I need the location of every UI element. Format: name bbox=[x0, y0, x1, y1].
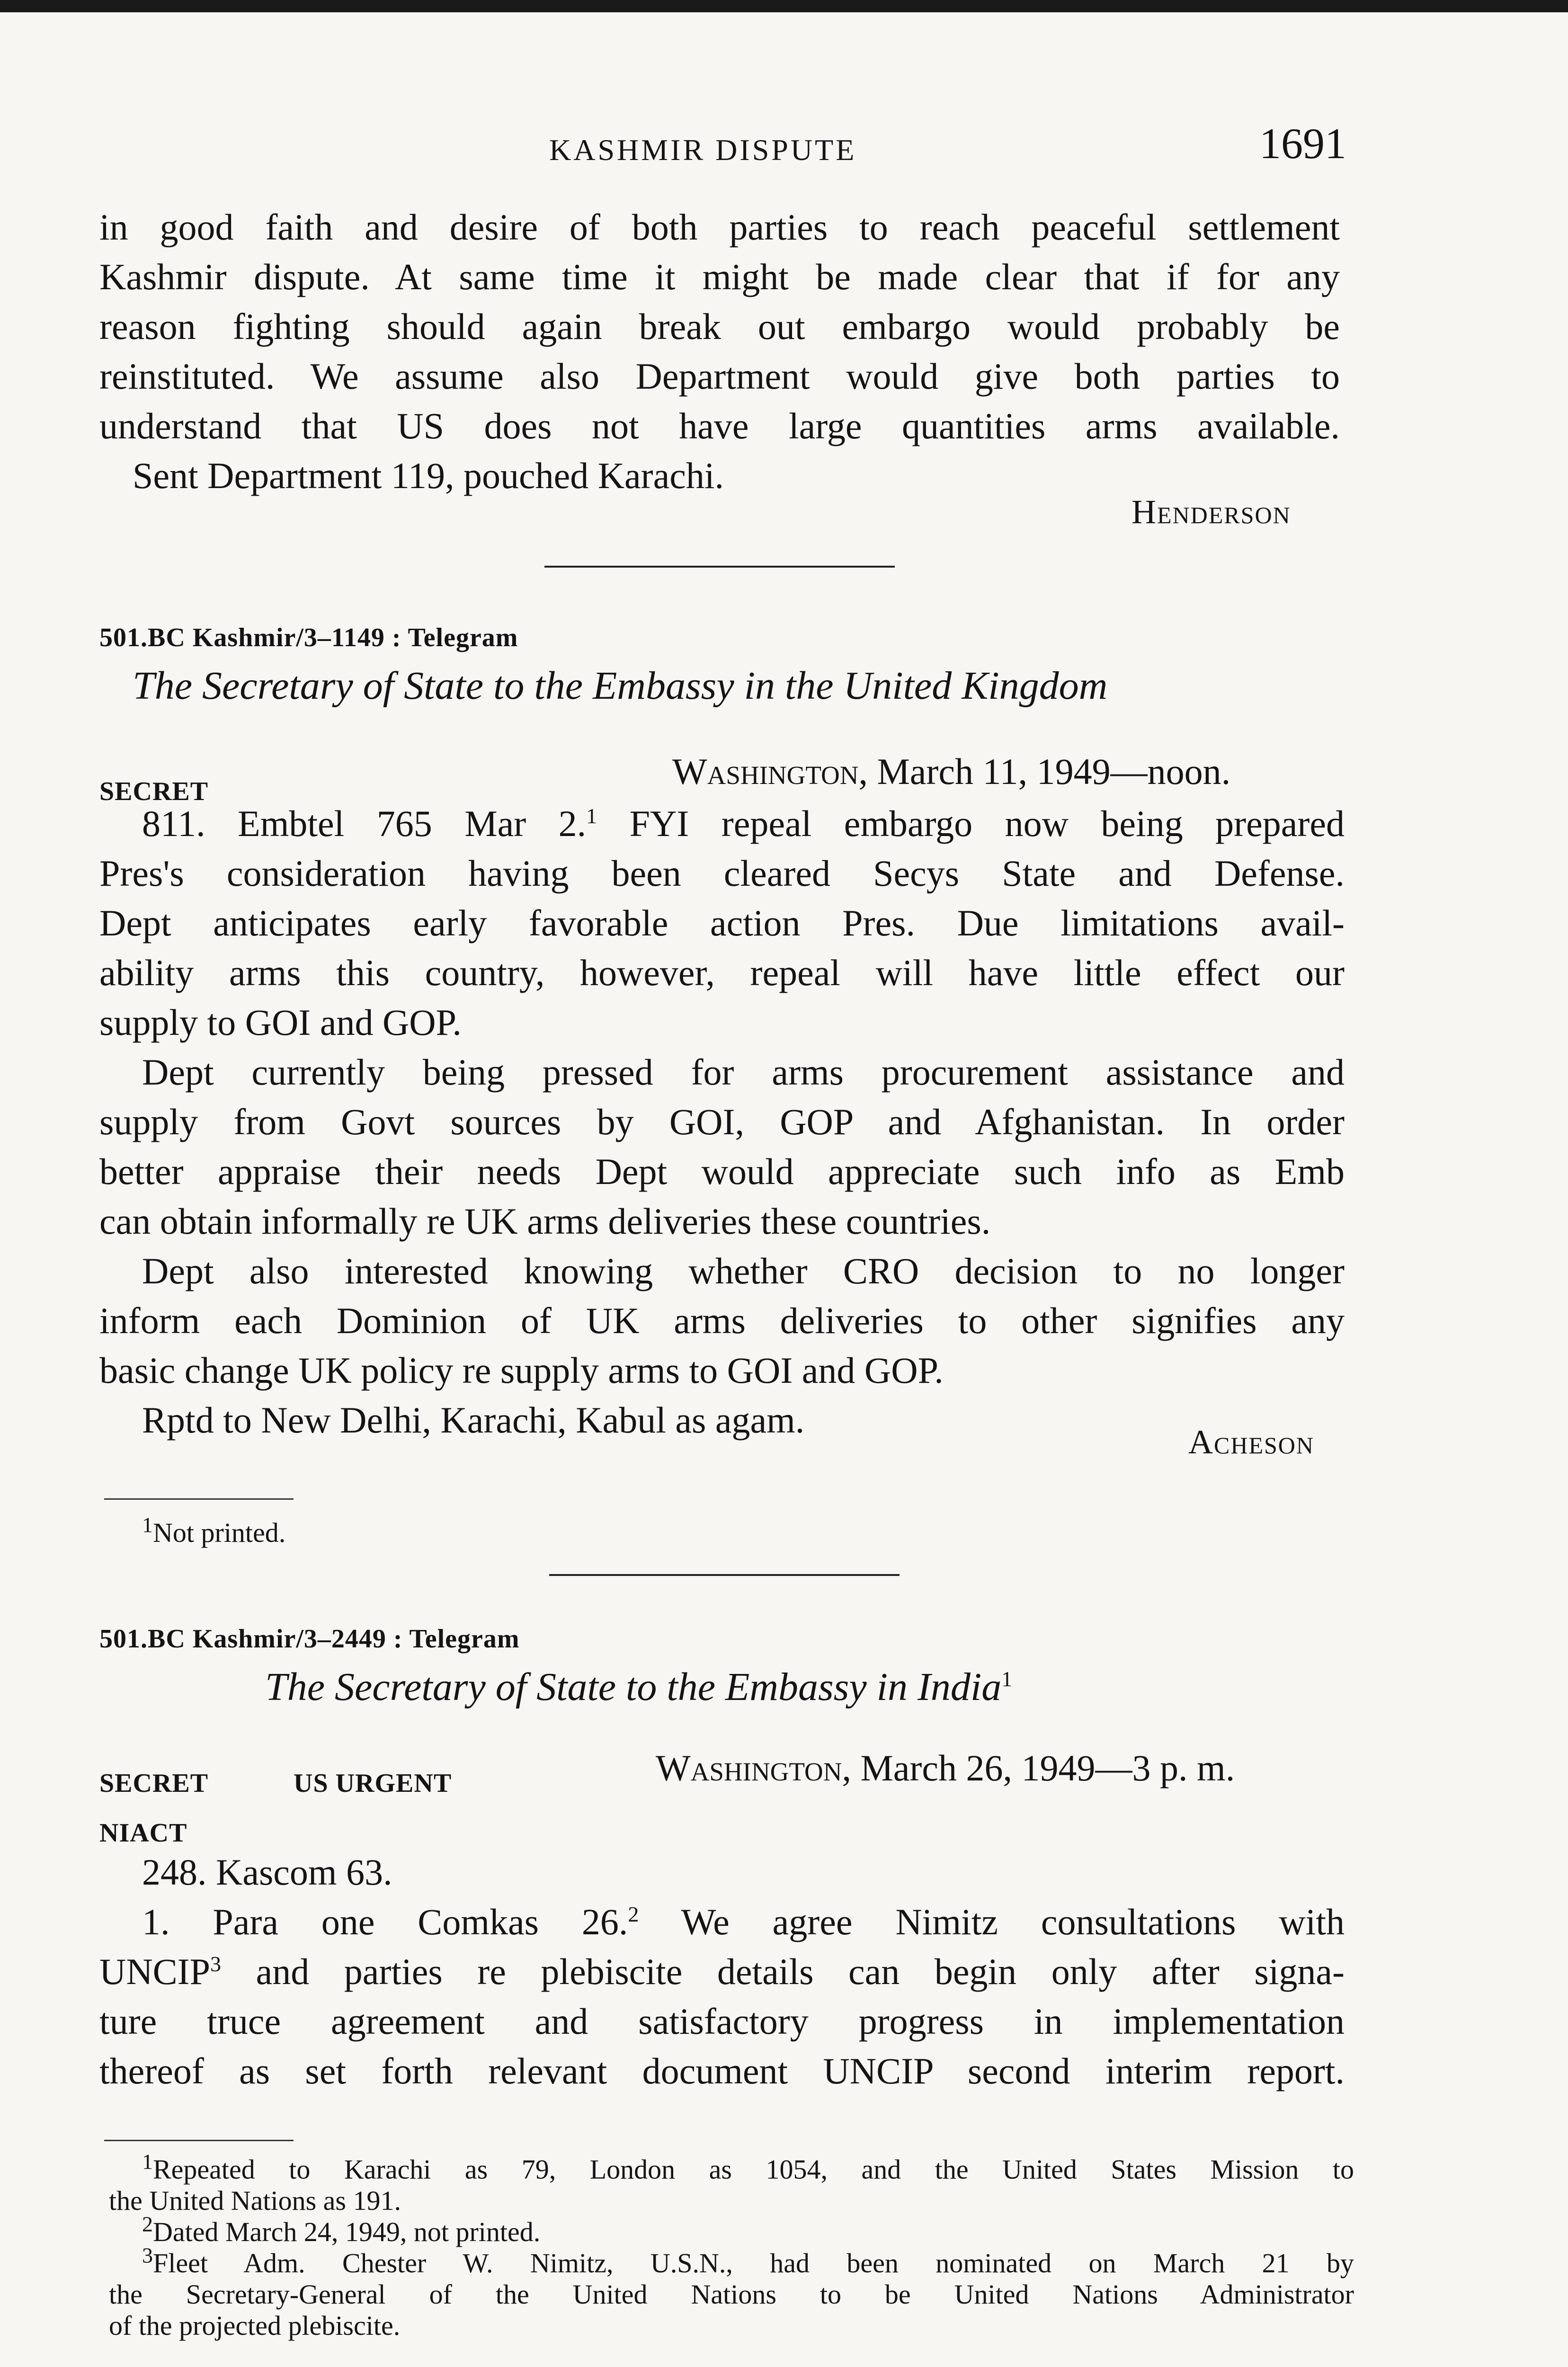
doc2-footnote-1 bbox=[142, 1513, 1392, 1548]
doc3-footnote-line-4 bbox=[142, 2243, 1354, 2279]
doc3-urgency: US URGENT bbox=[294, 1769, 452, 1798]
doc3-line-3-tail: and parties re plebiscite details can begin only after signa- bbox=[221, 1951, 1345, 1992]
doc2-line-1-head: 811. Embtel 765 Mar 2. bbox=[142, 803, 587, 844]
doc3-footnote-line-3 bbox=[142, 2212, 1392, 2248]
doc2-line-7: supply from Govt sources by GOI, GOP and Afghanistan. In order bbox=[99, 1101, 1345, 1142]
doc2-line-3: Dept anticipates early favorable action Pres. Due limitations avail- bbox=[99, 902, 1345, 943]
doc1-line-3: reason fighting should again break out embargo would probably be bbox=[99, 306, 1340, 347]
doc2-footnote-mark: 1 bbox=[142, 1513, 153, 1537]
doc1-line-2: Kashmir dispute. At same time it might be made clear that if for any bbox=[99, 256, 1340, 297]
doc3-footnote-ref-3: 3 bbox=[210, 1952, 222, 1976]
doc3-place: Washington, bbox=[656, 1747, 851, 1789]
doc1-line-4: reinstituted. We assume also Department would give both parties to bbox=[99, 356, 1340, 397]
doc3-file-reference: 501.BC Kashmir/3–2449 : Telegram bbox=[99, 1624, 520, 1654]
doc2-line-2: Pres's consideration having been cleared Secys State and Defense. bbox=[99, 853, 1345, 894]
doc1-line-1: in good faith and desire of both parties to reach peaceful settlement bbox=[99, 206, 1340, 248]
doc3-line-2 bbox=[142, 1898, 1345, 1946]
doc3-dateline bbox=[656, 1747, 1235, 1789]
section-divider-1 bbox=[544, 566, 895, 568]
doc2-line-13: Rptd to New Delhi, Karachi, Kabul as agam. bbox=[142, 1399, 805, 1441]
doc3-footnote-line-2 bbox=[109, 2185, 1359, 2216]
doc3-footnote-3-continuation-1: the Secretary-General of the United Nations to be United Nations Administrator bbox=[109, 2279, 1354, 2310]
doc3-footnote-ref-2: 2 bbox=[628, 1902, 639, 1926]
doc2-line-4: ability arms this country, however, repeal will have little effect our bbox=[99, 952, 1345, 993]
doc3-line-2-head: 1. Para one Comkas 26. bbox=[142, 1901, 628, 1942]
doc3-title-footnote-ref: 1 bbox=[1001, 1667, 1013, 1691]
doc2-title: The Secretary of State to the Embassy in the United Kingdom bbox=[133, 664, 1108, 708]
doc2-footnote-rule bbox=[104, 1498, 294, 1500]
doc3-line-2-tail: We agree Nimitz consultations with bbox=[639, 1901, 1345, 1942]
doc3-line-4: ture truce agreement and satisfactory progress in implementation bbox=[99, 2001, 1345, 2042]
section-divider-2 bbox=[549, 1574, 900, 1576]
doc2-line-9: can obtain informally re UK arms deliveries these countries. bbox=[99, 1201, 991, 1242]
doc3-line-1: 248. Kascom 63. bbox=[142, 1851, 392, 1893]
running-title: KASHMIR DISPUTE bbox=[549, 133, 857, 167]
doc1-line-5: understand that US does not have large quantities arms available. bbox=[99, 405, 1340, 446]
doc2-line-8: better appraise their needs Dept would appreciate such info as Emb bbox=[99, 1151, 1345, 1192]
doc3-footnote-rule bbox=[104, 2140, 294, 2141]
doc3-footnote-2-text: Dated March 24, 1949, not printed. bbox=[153, 2216, 541, 2247]
doc3-footnote-3-continuation-2: of the projected plebiscite. bbox=[109, 2310, 401, 2341]
doc3-footnote-line-5 bbox=[109, 2279, 1354, 2310]
doc1-sent-line: Sent Department 119, pouched Karachi. bbox=[133, 455, 724, 496]
doc2-line-11: inform each Dominion of UK arms deliveries to other signifies any bbox=[99, 1300, 1345, 1341]
doc2-line-5: supply to GOI and GOP. bbox=[99, 1002, 462, 1043]
doc3-title bbox=[265, 1664, 1012, 1710]
doc3-line-3 bbox=[99, 1948, 1345, 1995]
doc2-place: Washington, bbox=[672, 751, 868, 792]
doc3-line-5: thereof as set forth relevant document UNCIP second interim report. bbox=[99, 2050, 1345, 2091]
doc3-classification: SECRET bbox=[99, 1769, 209, 1798]
doc2-line-6: Dept currently being pressed for arms procurement assistance and bbox=[142, 1051, 1345, 1093]
doc2-footnote-ref-1: 1 bbox=[586, 804, 597, 828]
doc3-line-3-head: UNCIP bbox=[99, 1951, 211, 1992]
doc2-footnote-text: Not printed. bbox=[153, 1517, 286, 1548]
doc3-footnote-1-continuation: the United Nations as 191. bbox=[109, 2185, 401, 2216]
doc3-footnote-2-mark: 2 bbox=[142, 2212, 153, 2236]
doc2-line-1 bbox=[142, 800, 1345, 847]
doc2-line-10: Dept also interested knowing whether CRO decision to no longer bbox=[142, 1250, 1345, 1291]
doc2-classification: SECRET bbox=[99, 777, 209, 806]
doc2-line-1-tail: FYI repeal embargo now being prepared bbox=[597, 803, 1345, 844]
doc2-date: March 11, 1949—noon. bbox=[877, 751, 1231, 792]
doc3-title-text: The Secretary of State to the Embassy in India bbox=[265, 1665, 1002, 1709]
doc3-footnote-1-mark: 1 bbox=[142, 2149, 153, 2174]
doc2-dateline bbox=[672, 750, 1230, 793]
page-top-edge bbox=[0, 0, 1568, 12]
doc2-signature: Acheson bbox=[1188, 1423, 1315, 1461]
doc3-date: March 26, 1949—3 p. m. bbox=[860, 1747, 1235, 1789]
doc3-footnote-3-mark: 3 bbox=[142, 2243, 153, 2268]
doc3-footnote-3-text: Fleet Adm. Chester W. Nimitz, U.S.N., had been nominated on March 21 by bbox=[153, 2248, 1354, 2278]
doc3-footnote-1-text: Repeated to Karachi as 79, London as 1054, and the United States Mission to bbox=[153, 2154, 1354, 2185]
doc3-footnote-line-6 bbox=[109, 2310, 1359, 2341]
doc2-file-reference: 501.BC Kashmir/3–1149 : Telegram bbox=[99, 623, 518, 652]
page-number: 1691 bbox=[1259, 119, 1346, 168]
doc3-niact: NIACT bbox=[99, 1818, 187, 1848]
doc2-line-12: basic change UK policy re supply arms to GOI and GOP. bbox=[99, 1350, 944, 1391]
doc3-footnote-line-1 bbox=[142, 2149, 1354, 2185]
doc1-signature: Henderson bbox=[1131, 493, 1291, 531]
